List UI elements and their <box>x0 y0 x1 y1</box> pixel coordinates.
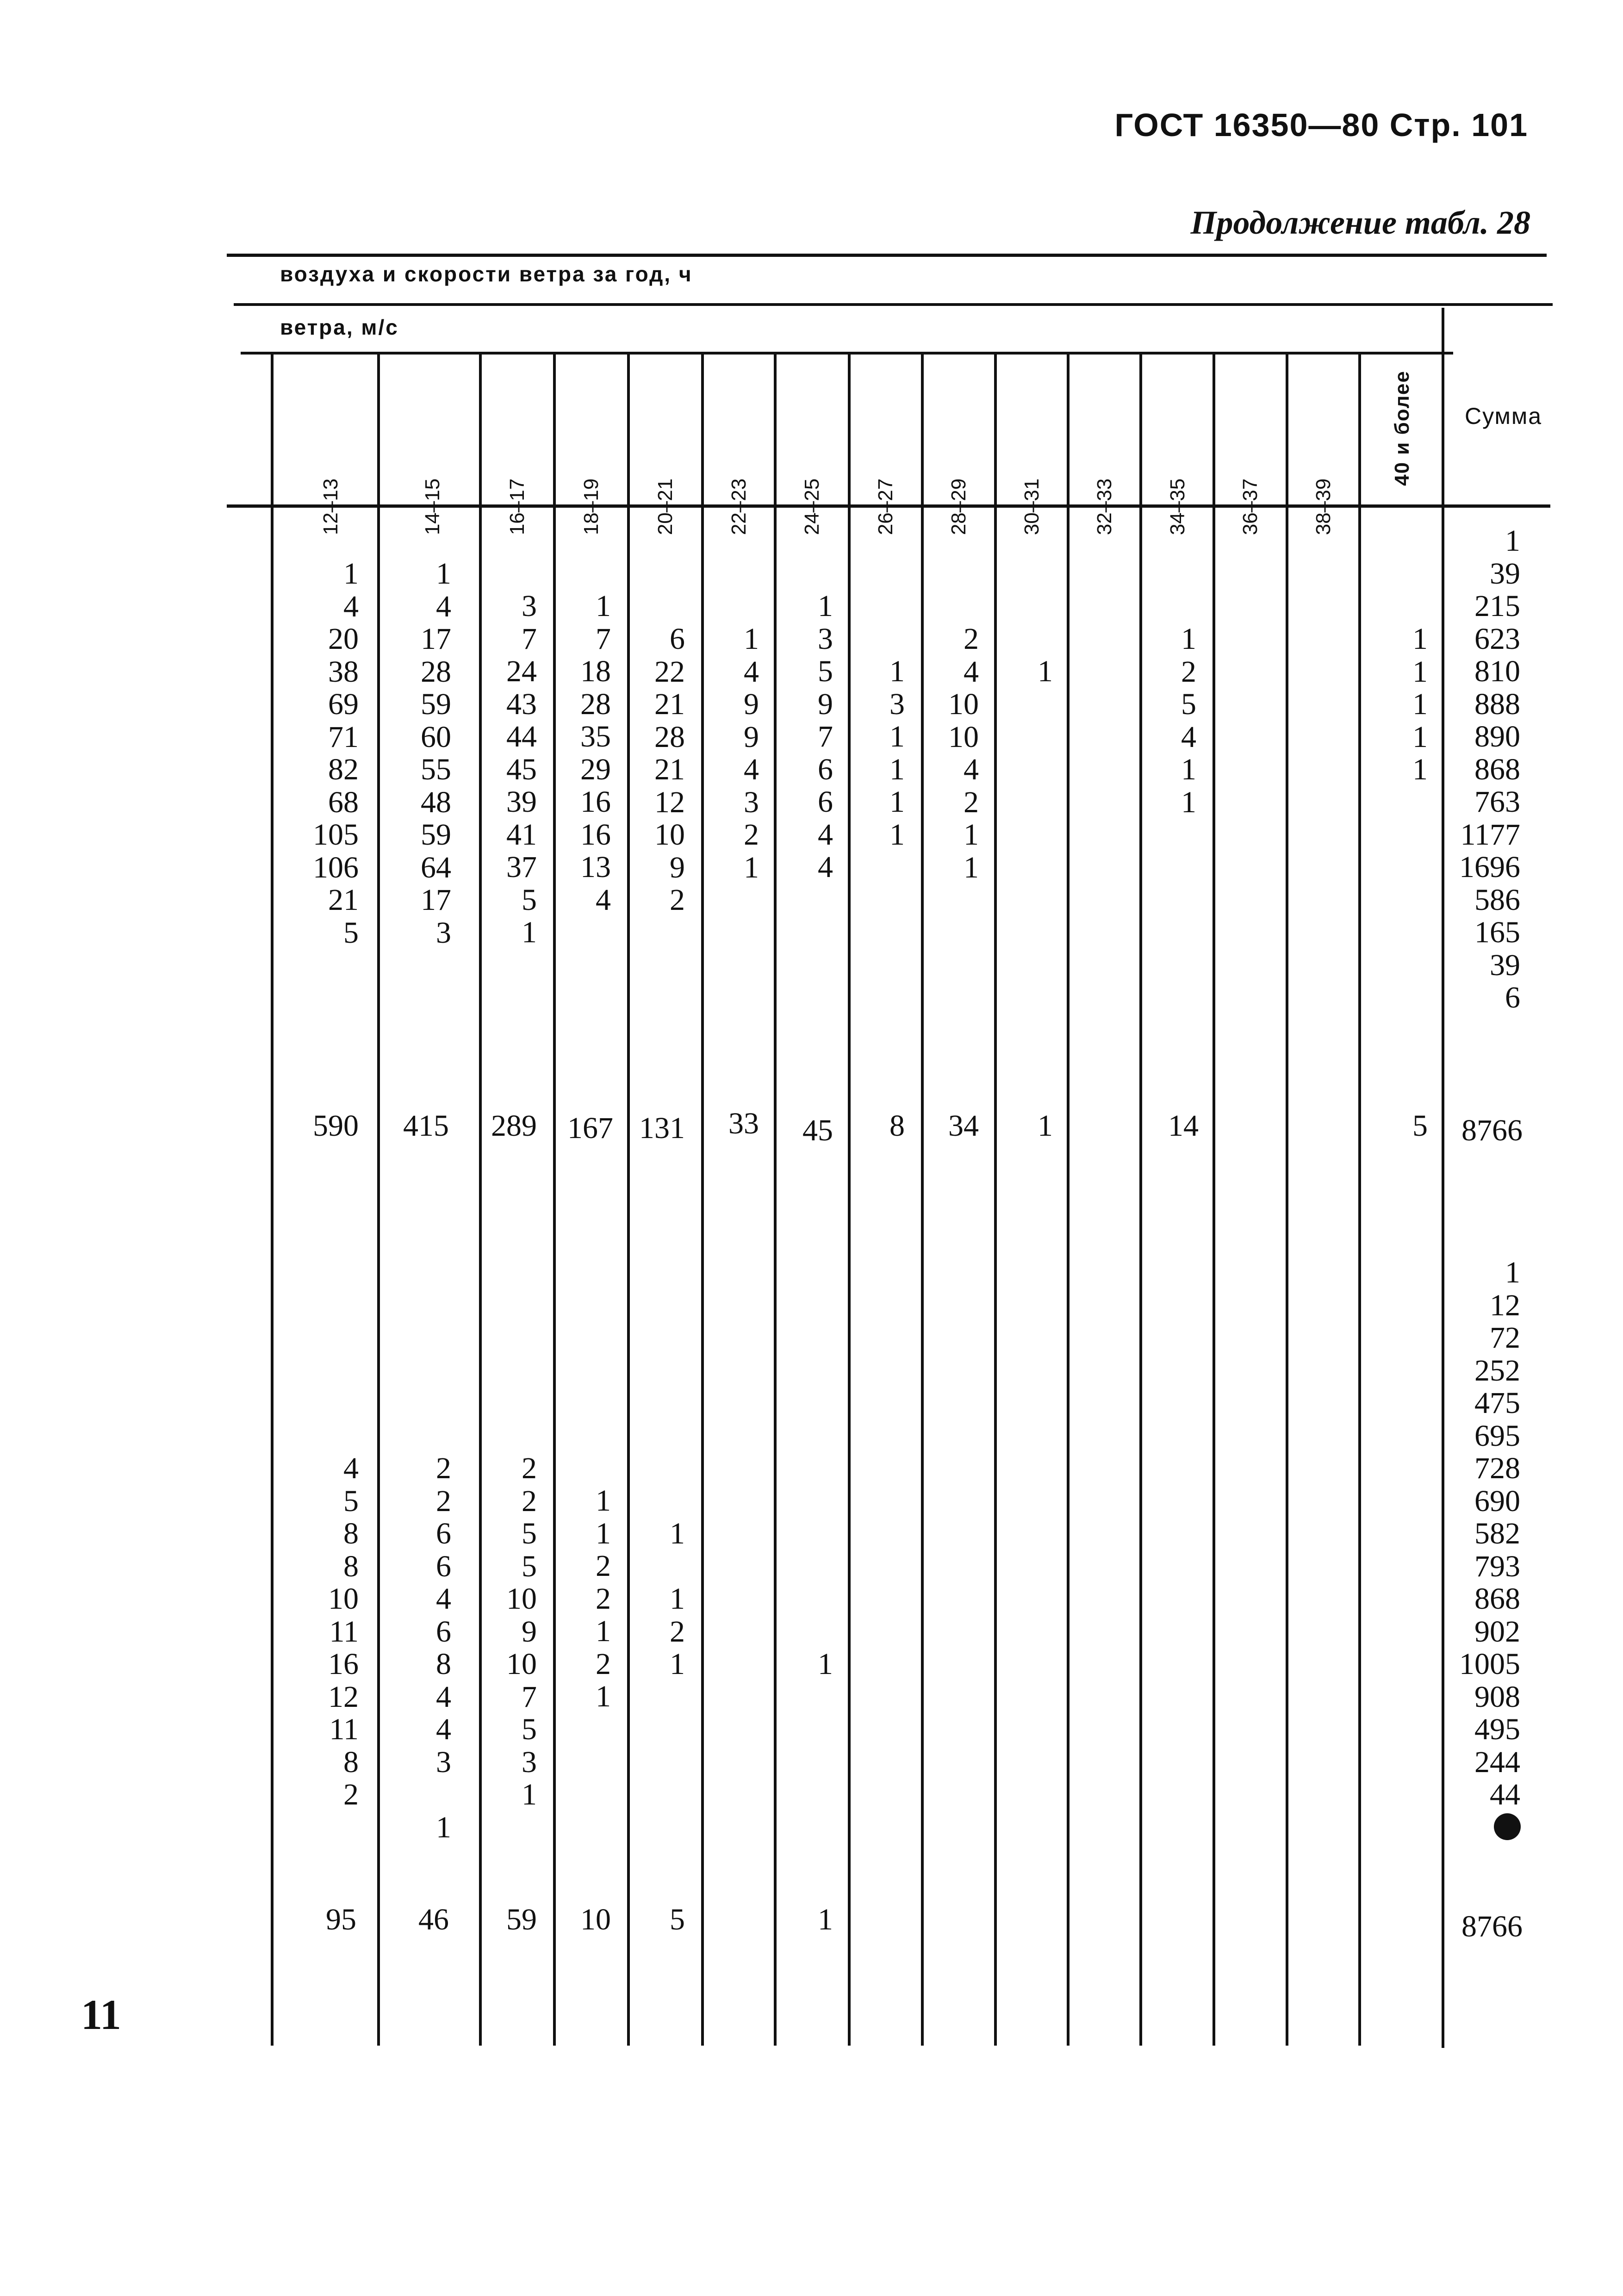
colhead-sum: Сумма <box>1465 403 1542 429</box>
col-rule <box>1139 354 1142 2046</box>
s2-total: 59 <box>506 1903 537 1936</box>
s1-total: 289 <box>491 1109 537 1143</box>
s2-col-18-19: 1 1 2 2 1 2 1 <box>596 1484 611 1713</box>
col-rule <box>701 354 704 2046</box>
colhead-26-27: 26–27 <box>874 478 897 535</box>
s1-total: 167 <box>567 1111 613 1145</box>
col-rule <box>377 354 380 2046</box>
col-rule <box>921 354 924 2046</box>
colhead-20-21: 20–21 <box>654 478 677 535</box>
s2-total: 5 <box>670 1903 685 1936</box>
colhead-38-39: 38–39 <box>1312 478 1335 535</box>
col-rule <box>627 354 630 2046</box>
s1-col-30-31: 1 <box>1038 654 1053 688</box>
table-continuation-title: Продолжение табл. 28 <box>1190 204 1530 241</box>
s1-col-34-35: 1 2 5 4 1 1 <box>1181 622 1196 819</box>
rule-super1 <box>234 303 1553 306</box>
colhead-28-29: 28–29 <box>947 478 970 535</box>
table-subtitle: ветра, м/с <box>280 315 399 339</box>
s2-total: 46 <box>418 1903 449 1936</box>
s2-col-24-25: 1 <box>818 1647 833 1681</box>
ink-blot-dot <box>1494 1813 1521 1840</box>
s2-col-14-15: 2 2 6 6 4 6 8 4 4 3 1 <box>436 1451 451 1844</box>
s1-col-22-23: 1 4 9 9 4 3 2 1 <box>744 622 759 884</box>
page-number: 11 <box>81 1991 121 2038</box>
s2-total: 95 <box>326 1903 356 1936</box>
s1-total: 14 <box>1168 1109 1199 1143</box>
s1-col-16-17: 3 7 24 43 44 45 39 41 37 5 1 <box>506 589 537 949</box>
s1-total: 415 <box>403 1109 449 1143</box>
s1-col-40-more: 1 1 1 1 1 <box>1412 622 1428 786</box>
col-rule <box>848 354 851 2046</box>
s1-col-14-15: 1 4 17 28 59 60 55 48 59 64 17 3 <box>421 557 451 950</box>
s2-total: 1 <box>818 1903 833 1936</box>
s1-col-20-21: 6 22 21 28 21 12 10 9 2 <box>654 622 685 917</box>
colhead-12-13: 12–13 <box>319 478 342 535</box>
s1-total: 33 <box>728 1107 759 1140</box>
s2-col-20-21: 1 1 2 1 <box>670 1517 685 1681</box>
s1-total: 8 <box>889 1109 905 1143</box>
s1-col-24-25: 1 3 5 9 7 6 6 4 4 <box>818 589 833 884</box>
s1-col-26-27: 1 3 1 1 1 1 <box>889 654 905 852</box>
page-header: ГОСТ 16350—80 Стр. 101 <box>1114 107 1528 143</box>
col-rule <box>1358 354 1361 2046</box>
s2-total: 10 <box>580 1903 611 1936</box>
col-rule <box>1213 354 1215 2046</box>
colhead-30-31: 30–31 <box>1020 478 1043 535</box>
col-rule <box>1067 354 1070 2046</box>
col-rule <box>1286 354 1288 2046</box>
colhead-34-35: 34–35 <box>1166 478 1189 535</box>
s1-total: 1 <box>1038 1109 1053 1143</box>
col-rule <box>994 354 997 2046</box>
colhead-16-17: 16–17 <box>506 478 529 535</box>
s1-col-sum: 1 39 215 623 810 888 890 868 763 1177 1696 586 165 39 6 <box>1459 524 1520 1014</box>
rule-super2 <box>241 352 1453 355</box>
s1-total: 34 <box>948 1109 979 1143</box>
s1-col-18-19: 1 7 18 28 35 29 16 16 13 4 <box>580 589 611 917</box>
colhead-40-more: 40 и более <box>1391 370 1413 486</box>
rule-top <box>227 254 1547 257</box>
table-supertitle: воздуха и скорости ветра за год, ч <box>280 262 693 286</box>
colhead-32-33: 32–33 <box>1093 478 1116 535</box>
colhead-36-37: 36–37 <box>1239 478 1262 535</box>
colhead-22-23: 22–23 <box>728 478 750 535</box>
col-rule <box>774 354 777 2046</box>
col-rule <box>479 354 482 2046</box>
col-rule <box>553 354 556 2046</box>
s2-sum-total: 8766 <box>1461 1910 1523 1943</box>
s1-total: 45 <box>802 1114 833 1147</box>
s2-col-12-13: 4 5 8 8 10 11 16 12 11 8 2 <box>328 1451 359 1811</box>
col-rule <box>271 354 274 2046</box>
s2-col-16-17: 2 2 5 5 10 9 10 7 5 3 1 <box>506 1451 537 1811</box>
s1-total: 131 <box>639 1111 685 1145</box>
s1-col-12-13: 1 4 20 38 69 71 82 68 105 106 21 5 <box>313 557 359 950</box>
s1-col-28-29: 2 4 10 10 4 2 1 1 <box>948 622 979 884</box>
colhead-18-19: 18–19 <box>580 478 603 535</box>
s1-total: 590 <box>313 1109 359 1143</box>
colhead-24-25: 24–25 <box>801 478 823 535</box>
s2-col-sum: 1 12 72 252 475 695 728 690 582 793 868 902 1005 908 495 244 44 <box>1459 1256 1520 1811</box>
s1-sum-total: 8766 <box>1461 1114 1523 1147</box>
col-rule <box>1442 308 1444 2048</box>
colhead-14-15: 14–15 <box>421 478 444 535</box>
s1-total: 5 <box>1412 1109 1428 1143</box>
